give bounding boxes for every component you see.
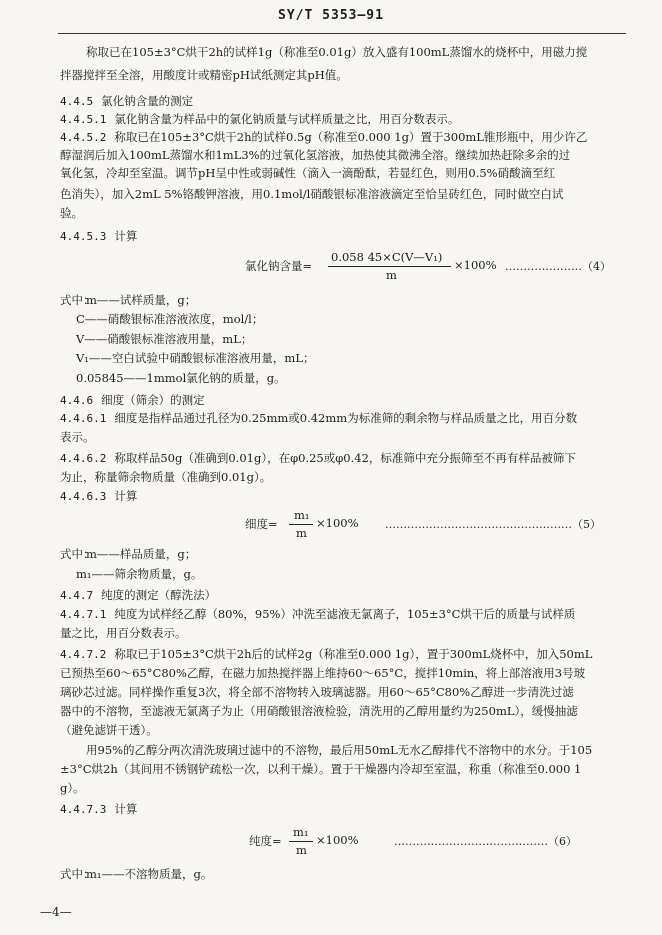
standard-header: SY/T 5353—91 — [278, 8, 384, 23]
section-title: 纯度的测定（醇洗法） — [101, 588, 217, 602]
where-prefix: 式中： — [60, 293, 95, 307]
fraction-bar — [289, 524, 313, 525]
clause-4452-line-2: 醇湿润后加入100mL蒸馏水和1mL3%的过氧化氢溶液，加热使其微沸全溶。继续加热赶除多余的过 — [60, 148, 571, 162]
section-title: 氯化钠含量的测定 — [101, 94, 194, 108]
section-heading — [60, 93, 193, 110]
equation-rhs: ×100% — [316, 833, 359, 847]
equation-numerator: m₁ — [293, 825, 309, 839]
clause-number: 4.4.5.1 — [60, 113, 107, 126]
variable-definition: C——硝酸银标准溶液浓度，mol/l； — [76, 312, 264, 326]
equation-number: ……………………………………（6） — [394, 835, 577, 848]
section-title: 细度（筛余）的测定 — [101, 393, 205, 407]
clause-4452-line-4: 色消失），加入2mL 5%铬酸钾溶液，用0.1mol/l硝酸银标准溶液滴定至恰呈砖红色，同时做空白试 — [60, 187, 564, 201]
clause-number: 4.4.6.1 — [60, 412, 107, 425]
equation-lhs: 纯度= — [249, 834, 282, 848]
clause-number: 4.4.7.2 — [60, 648, 107, 661]
clause-4452-line-3: 氧化氢，冷却至室温。调节pH呈中性或弱碱性（滴入一滴酚酞，若显红色，则用0.5%硝酸滴至红 — [60, 166, 556, 180]
equation-5 — [245, 508, 625, 542]
clause-4472-line-4: 器中的不溶物，至滤液无氯离子为止（用硝酸银溶液检验，清洗用的乙醇用量约为250mL），缓慢抽滤 — [60, 704, 578, 718]
intro-line-1: 称取已在105±3°C烘干2h的试样1g（称准至0.01g）放入盛有100mL蒸馏水的烧杯中，用磁力搅 — [86, 45, 588, 59]
clause-text: 称取样品50g（准确到0.01g），在φ0.25或φ0.42，标准筛中充分振筛至不再有样品被筛下 — [114, 451, 576, 465]
clause-4451 — [60, 111, 459, 128]
clause-text: 称取已在105±3°C烘干2h的试样0.5g（称准至0.000 1g）置于300mL锥形瓶中，用少许乙 — [114, 130, 588, 144]
equation-number: …………………（4） — [505, 260, 611, 273]
clause-4462-line-1 — [60, 450, 576, 467]
clause-4472-line-2: 已预热至60～65°C80%乙醇，在磁力加热搅拌器上维持60～65°C，搅拌10min，将上部溶液用3号玻 — [60, 666, 586, 680]
where-prefix: 式中： — [60, 867, 95, 881]
intro-line-2: 拌器搅拌至全溶，用酸度计或精密pH试纸测定其pH值。 — [60, 68, 348, 82]
equation-numerator: m₁ — [294, 508, 310, 522]
variable-definition: 0.05845——1mmol氯化钠的质量，g。 — [76, 371, 286, 385]
equation-lhs: 氯化钠含量= — [245, 259, 313, 273]
variable-definition: m₁——不溶物质量，g。 — [86, 867, 213, 881]
variable-definition: m——样品质量，g； — [86, 547, 197, 561]
clause-text: 氯化钠含量为样品中的氯化钠质量与试样质量之比，用百分数表示。 — [114, 112, 460, 126]
clause-4462-line-2: 为止，称量筛余物质量（准确到0.01g）。 — [60, 470, 272, 484]
equation-rhs: ×100% — [454, 258, 497, 272]
clause-4472-line-5: （避免滤饼干透）。 — [60, 723, 158, 737]
section-number: 4.4.5 — [60, 95, 94, 108]
clause-title: 计算 — [114, 229, 138, 243]
section-number: 4.4.6 — [60, 394, 94, 407]
clause-4472-line-8: g）。 — [60, 781, 85, 795]
variable-definition: m₁——筛余物质量，g。 — [76, 567, 203, 581]
clause-text: 称取已于105±3°C烘干2h后的试样2g（称准至0.000 1g），置于300mL烧杯中，加入50mL — [114, 647, 593, 661]
fraction-bar — [289, 841, 313, 842]
section-heading — [60, 392, 205, 409]
clause-number: 4.4.5.2 — [60, 131, 107, 144]
equation-lhs: 细度= — [245, 517, 278, 531]
clause-4452-line-5: 验。 — [60, 206, 83, 220]
equation-denominator: m — [296, 843, 307, 857]
variable-definition: V₁——空白试验中硝酸银标准溶液用量，mL； — [76, 351, 315, 365]
page-number: —4— — [40, 905, 72, 919]
clause-text: 细度是指样品通过孔径为0.25mm或0.42mm为标准筛的剩余物与样品质量之比，用百分数 — [114, 411, 578, 425]
clause-4453 — [60, 228, 137, 245]
section-heading — [60, 587, 216, 604]
clause-4471-line-2: 量之比，用百分数表示。 — [60, 626, 187, 640]
clause-title: 计算 — [114, 802, 138, 816]
header-rule — [58, 33, 626, 34]
variable-definition: V——硝酸银标准溶液用量，mL； — [76, 332, 253, 346]
clause-4472-line-3: 璃砂芯过滤。同样操作重复3次，将全部不溶物转入玻璃滤器。用60～65°C80%乙醇进一步清洗过滤 — [60, 685, 574, 699]
clause-number: 4.4.7.1 — [60, 608, 107, 621]
clause-4473 — [60, 801, 137, 818]
section-number: 4.4.7 — [60, 589, 94, 602]
equation-denominator: m — [386, 268, 397, 282]
clause-text: 纯度为试样经乙醇（80%，95%）冲洗至滤液无氯离子，105±3°C烘干后的质量与试样质 — [114, 607, 576, 621]
clause-4463 — [60, 488, 137, 505]
fraction-bar — [328, 266, 451, 267]
clause-4461-line-2: 表示。 — [60, 430, 95, 444]
equation-numerator: 0.058 45×C(V—V₁) — [331, 250, 443, 264]
equation-number: ……………………………………………（5） — [385, 518, 601, 531]
clause-number: 4.4.6.3 — [60, 490, 107, 503]
clause-4472-line-6: 用95%的乙醇分两次清洗玻璃过滤中的不溶物，最后用50mL无水乙醇排代不溶物中的水分。于105 — [86, 743, 593, 757]
clause-4461-line-1 — [60, 410, 577, 427]
clause-title: 计算 — [114, 489, 138, 503]
clause-4472-line-7: ±3°C烘2h（其间用不锈钢铲疏松一次，以利干燥）。置于干燥器内冷却至室温，称重（称准至0.000 1 — [60, 762, 582, 776]
clause-4452-line-1 — [60, 129, 587, 146]
variable-definition: m——试样质量，g； — [86, 293, 197, 307]
clause-number: 4.4.7.3 — [60, 803, 107, 816]
equation-rhs: ×100% — [316, 516, 359, 530]
equation-denominator: m — [296, 526, 307, 540]
equation-4 — [245, 250, 611, 284]
clause-number: 4.4.5.3 — [60, 230, 107, 243]
clause-4472-line-1 — [60, 646, 592, 663]
equation-6 — [249, 825, 624, 859]
clause-4471-line-1 — [60, 606, 575, 623]
clause-number: 4.4.6.2 — [60, 452, 107, 465]
where-prefix: 式中： — [60, 547, 95, 561]
